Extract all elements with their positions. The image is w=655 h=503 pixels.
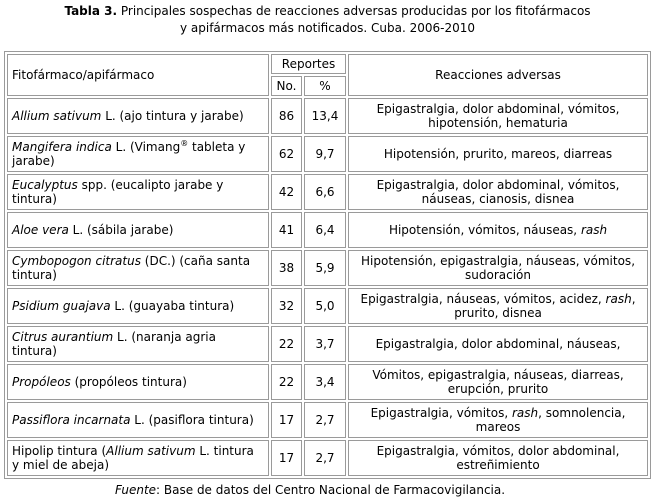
- reacciones-text: Epigastralgia, vómitos,: [370, 406, 512, 420]
- cell-pct: 6,6: [304, 174, 346, 210]
- cell-pct: 2,7: [304, 440, 346, 476]
- cell-fitofarmaco: [7, 136, 269, 172]
- scientific-name: Propóleos: [12, 375, 71, 389]
- cell-fitofarmaco: [7, 174, 269, 210]
- reacciones-text: Epigastralgia, náuseas, vómitos, acidez,: [360, 292, 606, 306]
- header-no: No.: [271, 76, 302, 96]
- header-reacciones: Reacciones adversas: [348, 54, 648, 96]
- cell-reacciones: Epigastralgia, dolor abdominal, náuseas,: [348, 326, 648, 362]
- scientific-name: Aloe vera: [12, 223, 69, 237]
- common-name: L. (ajo tintura y jarabe): [101, 109, 244, 123]
- header-fitofarmaco: Fitofármaco/apifármaco: [7, 54, 269, 96]
- reacciones-text: Hipotensión, vómitos, náuseas,: [388, 223, 581, 237]
- reacciones-italic: rash: [512, 406, 539, 420]
- common-name: L. (sábila jarabe): [68, 223, 174, 237]
- cell-pct: 2,7: [304, 402, 346, 438]
- adverse-reactions-table: [4, 51, 651, 479]
- scientific-name: Cymbopogon citratus: [12, 254, 141, 268]
- table-row: [7, 98, 648, 134]
- cell-reacciones: Hipotensión, prurito, mareos, diarreas: [348, 136, 648, 172]
- cell-pct: 3,7: [304, 326, 346, 362]
- table-row: [7, 288, 648, 324]
- table-caption: [0, 3, 655, 37]
- cell-reacciones: [348, 402, 648, 438]
- table-row: [7, 364, 648, 400]
- cell-fitofarmaco: [7, 98, 269, 134]
- cell-fitofarmaco: [7, 364, 269, 400]
- cell-no: 38: [271, 250, 302, 286]
- header-reportes: Reportes: [271, 54, 346, 74]
- cell-no: 22: [271, 364, 302, 400]
- cell-reacciones: [348, 288, 648, 324]
- cell-fitofarmaco: [7, 250, 269, 286]
- cell-no: 32: [271, 288, 302, 324]
- cell-reacciones: Epigastralgia, dolor abdominal, vómitos, hipotensión, hematuria: [348, 98, 648, 134]
- cell-fitofarmaco: [7, 402, 269, 438]
- cell-pct: 3,4: [304, 364, 346, 400]
- cell-fitofarmaco: [7, 212, 269, 248]
- header-row: [7, 54, 648, 74]
- cell-reacciones: [348, 212, 648, 248]
- cell-no: 22: [271, 326, 302, 362]
- scientific-name: Allium sativum: [12, 109, 102, 123]
- product-name: Hipolip tintura (: [12, 444, 107, 458]
- caption-line1: Principales sospechas de reacciones adversas producidas por los fitofármacos: [120, 4, 591, 18]
- reacciones-tail: , somnolencia, mareos: [475, 406, 626, 434]
- source-footnote: [0, 483, 620, 497]
- common-name: L. (guayaba tintura): [110, 299, 235, 313]
- cell-pct: 6,4: [304, 212, 346, 248]
- common-name: L. (naranja agria tintura): [12, 330, 216, 358]
- scientific-name: Citrus aurantium: [12, 330, 114, 344]
- cell-pct: 5,0: [304, 288, 346, 324]
- scientific-name: Allium sativum: [106, 444, 196, 458]
- table-row: [7, 250, 648, 286]
- cell-no: 41: [271, 212, 302, 248]
- registered-mark: ®: [180, 139, 189, 148]
- table-row: [7, 326, 648, 362]
- cell-reacciones: Hipotensión, epigastralgia, náuseas, vómitos, sudoración: [348, 250, 648, 286]
- cell-pct: 9,7: [304, 136, 346, 172]
- scientific-name: Mangifera indica: [12, 140, 112, 154]
- reacciones-italic: rash: [580, 223, 608, 237]
- caption-label: Tabla 3.: [64, 4, 118, 18]
- cell-pct: 13,4: [304, 98, 346, 134]
- common-name: L. (Vimang: [111, 140, 181, 154]
- common-name: L. tintura y miel de abeja): [12, 444, 254, 472]
- common-name: spp. (eucalipto jarabe y tintura): [12, 178, 224, 206]
- scientific-name: Passiflora incarnata: [12, 413, 131, 427]
- reacciones-italic: rash: [605, 292, 632, 306]
- cell-fitofarmaco: [7, 440, 269, 476]
- cell-no: 17: [271, 402, 302, 438]
- cell-no: 42: [271, 174, 302, 210]
- caption-line2: y apifármacos más notificados. Cuba. 2006-2010: [179, 21, 475, 35]
- cell-reacciones: Epigastralgia, dolor abdominal, vómitos, náuseas, cianosis, disnea: [348, 174, 648, 210]
- common-name: L. (pasiflora tintura): [130, 413, 254, 427]
- common-name-tail: tableta y jarabe): [12, 140, 246, 168]
- header-pct: %: [304, 76, 346, 96]
- cell-reacciones: Epigastralgia, vómitos, dolor abdominal, estreñimiento: [348, 440, 648, 476]
- scientific-name: Psidium guajava: [12, 299, 111, 313]
- scientific-name: Eucalyptus: [12, 178, 78, 192]
- cell-no: 17: [271, 440, 302, 476]
- table-row: [7, 440, 648, 476]
- common-name: (DC.) (caña santa tintura): [12, 254, 251, 282]
- footnote-text: : Base de datos del Centro Nacional de Farmacovigilancia.: [156, 483, 506, 497]
- table-row: [7, 136, 648, 172]
- footnote-label: Fuente: [114, 483, 157, 497]
- table-row: [7, 174, 648, 210]
- cell-reacciones: Vómitos, epigastralgia, náuseas, diarreas, erupción, prurito: [348, 364, 648, 400]
- cell-no: 86: [271, 98, 302, 134]
- cell-fitofarmaco: [7, 288, 269, 324]
- cell-fitofarmaco: [7, 326, 269, 362]
- table-row: [7, 402, 648, 438]
- reacciones-tail: , prurito, disnea: [454, 292, 636, 320]
- cell-no: 62: [271, 136, 302, 172]
- table-row: [7, 212, 648, 248]
- common-name: (propóleos tintura): [70, 375, 187, 389]
- cell-pct: 5,9: [304, 250, 346, 286]
